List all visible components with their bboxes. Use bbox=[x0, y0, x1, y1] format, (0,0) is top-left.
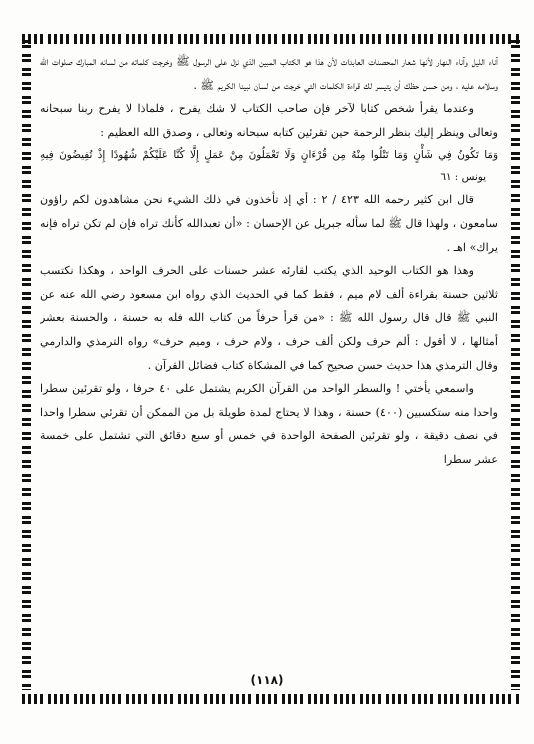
page-number: (١١٨) bbox=[250, 673, 284, 687]
paragraph-1: آناء الليل وآناء النهار لأنها شعار المحصنات العابدات لأن هذا هو الكتاب المبين الذي نزل على الرسول ﷺ وخرجت كلماته من لسانه المبارك صلوات الله وسلامه عليه ، ومن حسن حظك أن يتيسر لك قراءة الكلمات التي خرجت من لسان نبينا الكريم ﷺ . bbox=[40, 55, 498, 92]
bottom-border-ornament bbox=[22, 694, 520, 704]
page-body bbox=[40, 50, 498, 690]
paragraph-5: واسمعي يأختي ! والسطر الواحد من القرآن الكريم يشتمل على ٤٠ حرفا ، ولو تقرئين سطرا واحدا منه ستكسبين (٤٠٠) حسنة ، وهذا لا يحتاج لمدة طويلة بل من الممكن أن تقرئي سطرا واحدا في نصف دقيقة ، ولو تقرئين الصفحة الواحدة في خمس أو سبع دقائق التي تشتمل على خمسة عشر سطرا bbox=[40, 382, 498, 466]
paragraph-3: قال ابن كثير رحمه الله ٤٢٣ / ٢ : أي إذ تأخذون في ذلك الشيء نحن مشاهدون لكم راؤون سامعون ، ولهذا قال ﷺ لما سأله جبريل عن الإحسان : «أن تعبدالله كأنك تراه فإن لم تكن تراه فإنه يراك» اهـ . bbox=[40, 193, 498, 254]
right-border-ornament bbox=[511, 40, 520, 690]
verse-reference: يونس : ٦١ bbox=[440, 171, 486, 184]
left-border-ornament bbox=[22, 40, 31, 690]
quran-verse-text: وَمَا تَكُونُ فِي شَأْنٍ وَمَا تَتْلُوا مِنْهُ مِن قُرْءَانٍ وَلَا تَعْمَلُونَ مِنْ عَمَلٍ إِلَّا كُنَّا عَلَيْكُمْ شُهُودًا إِذْ تُفِيضُونَ فِيهِ bbox=[40, 149, 498, 162]
top-border-ornament bbox=[22, 34, 520, 44]
paragraph-2: وعندما يقرأ شخص كتابا لآخر فإن صاحب الكتاب لا شك يفرح ، فلماذا لا يفرح ربنا سبحانه وتعالى وينظر إليك بنظر الرحمة حين تقرئين كتابه سبحانه وتعالى ، وصدق الله العظيم : bbox=[40, 102, 498, 139]
quran-verse bbox=[40, 144, 498, 188]
paragraph-4: وهذا هو الكتاب الوحيد الذي يكتب لقارئه عشر حسنات على الحرف الواحد ، وهكذا نكتسب ثلاثين حسنة بقراءة ألف لام ميم ، فقط كما في الحديث الذي رواه ابن مسعود رضي الله عنه عن النبي ﷺ قال قال رسول الله ﷺ : «من قرأ حرفاً من كتاب الله فله به حسنة ، والحسنة بعشر أمثالها ، لا أقول : ألم حرف ولكن ألف حرف ، ولام حرف ، وميم حرف» رواه الترمذي والدارمي وقال الترمذي هذا حديث حسن صحيح كما في المشكاة كتاب فضائل القرآن . bbox=[40, 264, 498, 372]
